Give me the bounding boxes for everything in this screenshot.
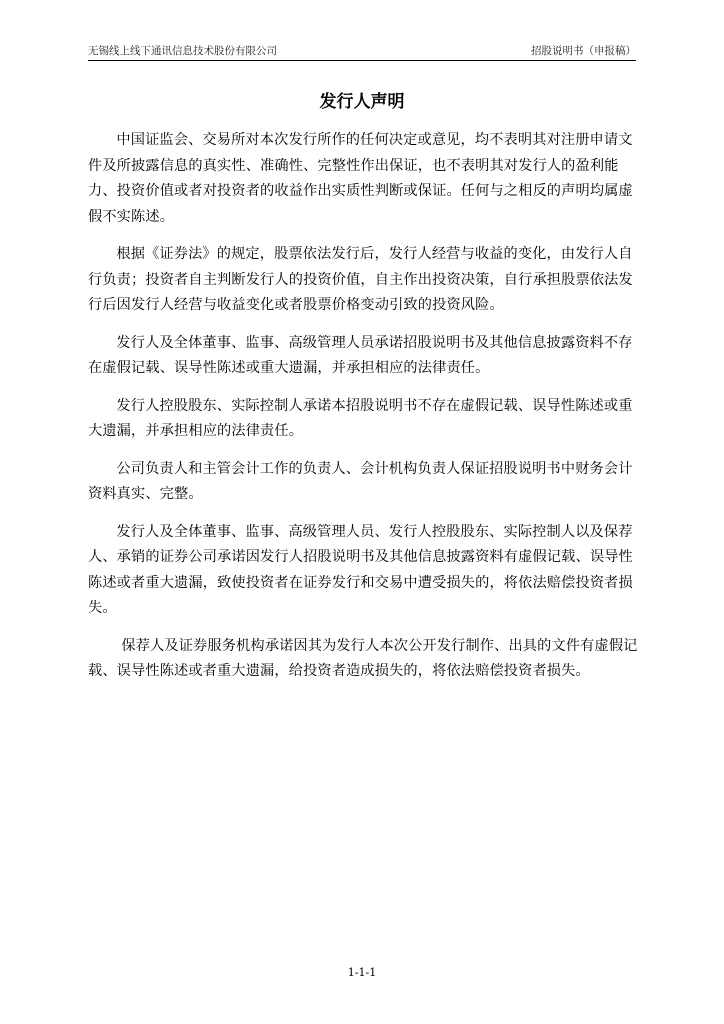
header-divider xyxy=(88,60,636,61)
paragraph-financial-assurance: 公司负责人和主管会计工作的负责人、会计机构负责人保证招股说明书中财务会计资料真实、完整。 xyxy=(88,460,633,502)
paragraph-controller-commitment: 发行人控股股东、实际控制人承诺本招股说明书不存在虚假记载、误导性陈述或重大遗漏，并承担相应的法律责任。 xyxy=(88,397,633,439)
page-header xyxy=(88,44,636,58)
page-title: 发行人声明 xyxy=(319,92,405,112)
header-company-name: 无锡线上线下通讯信息技术股份有限公司 xyxy=(88,45,277,57)
paragraph-securities-law: 根据《证券法》的规定，股票依法发行后，发行人经营与收益的变化，由发行人自行负责；投资者自主判断发行人的投资价值，自主作出投资决策，自行承担股票依法发行后因发行人经营与收益变化或者股票价格变动引致的投资风险。 xyxy=(88,246,633,313)
declaration-body xyxy=(88,128,642,697)
paragraph-regulator-disclaimer: 中国证监会、交易所对本次发行所作的任何决定或意见，均不表明其对注册申请文件及所披露信息的真实性、准确性、完整性作出保证，也不表明其对发行人的盈利能力、投资价值或者对投资者的收益作出实质性判断或保证。任何与之相反的声明均属虚假不实陈述。 xyxy=(88,132,633,225)
paragraph-sponsor-commitment: 保荐人及证券服务机构承诺因其为发行人本次公开发行制作、出具的文件有虚假记载、误导性陈述或者重大遗漏，给投资者造成损失的，将依法赔偿投资者损失。 xyxy=(88,637,638,679)
paragraph-compensation-commitment: 发行人及全体董事、监事、高级管理人员、发行人控股股东、实际控制人以及保荐人、承销的证券公司承诺因发行人招股说明书及其他信息披露资料有虚假记载、误导性陈述或者重大遗漏，致使投资者在证券发行和交易中遭受损失的，将依法赔偿投资者损失。 xyxy=(88,523,633,616)
header-document-type: 招股说明书（申报稿） xyxy=(531,45,636,57)
page-number: 1-1-1 xyxy=(347,966,377,979)
paragraph-directors-commitment: 发行人及全体董事、监事、高级管理人员承诺招股说明书及其他信息披露资料不存在虚假记载、误导性陈述或重大遗漏，并承担相应的法律责任。 xyxy=(88,334,633,376)
